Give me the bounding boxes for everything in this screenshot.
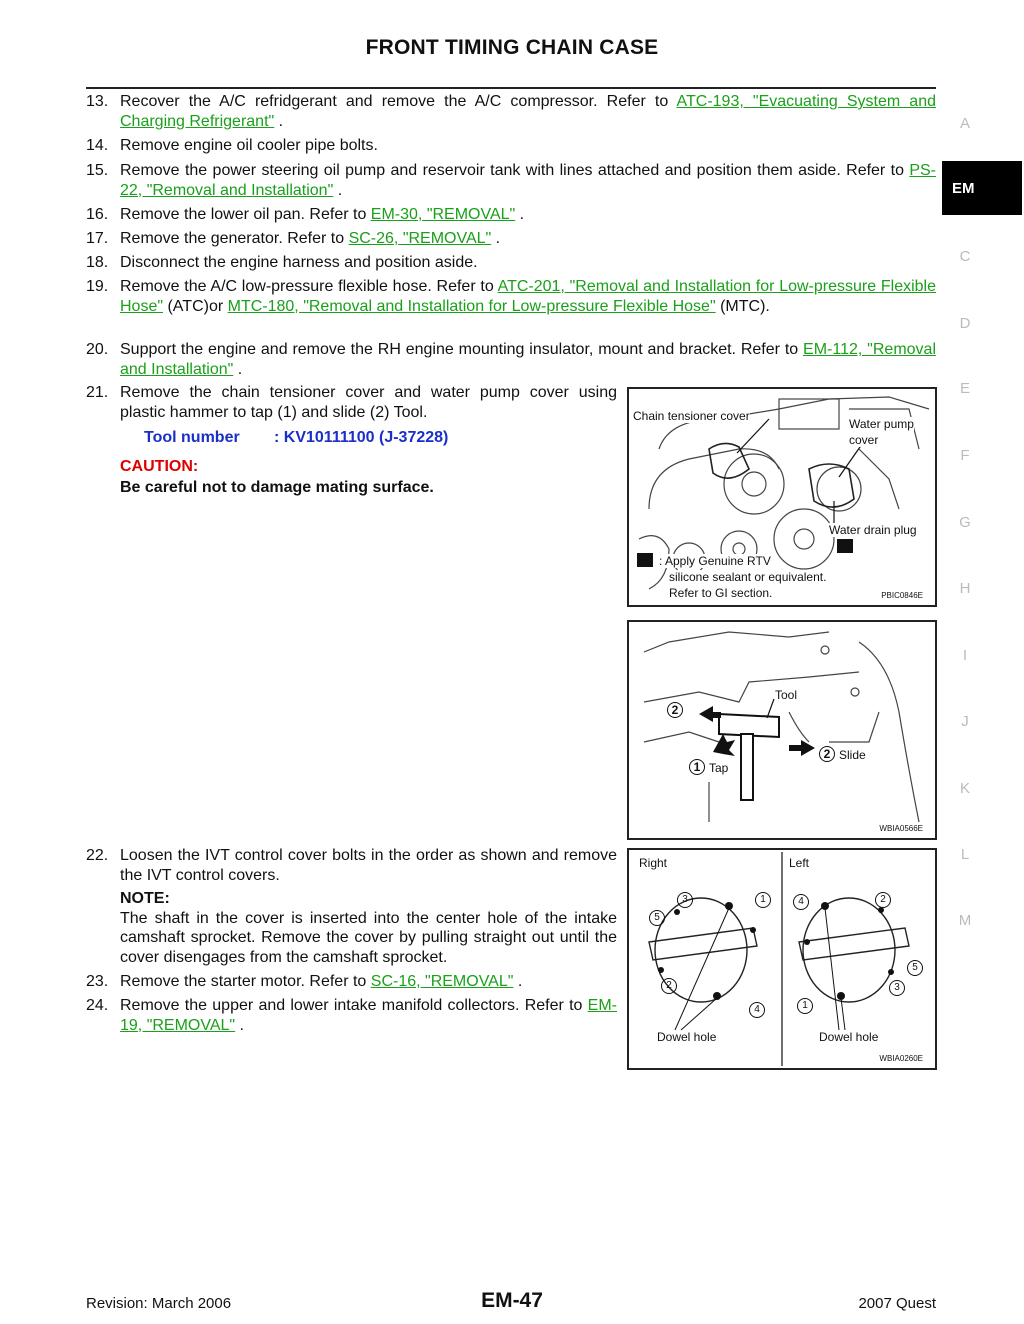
rtv-note-line2: silicone sealant or equivalent. [669, 570, 827, 584]
step-text-end: . [515, 206, 525, 223]
side-index-d[interactable]: D [959, 315, 971, 332]
step-number: 17. [86, 230, 109, 247]
step-15 [86, 161, 936, 200]
step-text: Remove the upper and lower intake manifold collectors. Refer to [120, 997, 588, 1014]
rtv-note-line1: : Apply Genuine RTV [659, 554, 771, 568]
step-number: 22. [86, 847, 109, 864]
label-water-drain-plug: Water drain plug [829, 523, 917, 537]
bolt-order-left: 4 [793, 894, 809, 910]
figure-code: PBIC0846E [881, 591, 923, 600]
bolt-order-right: 2 [661, 978, 677, 994]
label-water-pump-cover: cover [849, 433, 879, 447]
step-text-mid: (ATC)or [163, 297, 228, 315]
side-index-i[interactable]: I [962, 647, 968, 664]
step-14 [86, 136, 936, 156]
step-17 [86, 229, 936, 249]
title-rule [86, 87, 936, 89]
side-index-g[interactable]: G [959, 514, 971, 531]
step-text-end: . [513, 973, 523, 990]
bolt-order-left: 3 [889, 980, 905, 996]
step-text: Remove the generator. Refer to [120, 230, 349, 247]
ref-link-atc193[interactable]: ATC-193, "Evacuating System and Charging Refrigerant" [120, 93, 937, 130]
callout-2-slide: 2 [819, 746, 835, 762]
ref-link-atc201[interactable]: ATC-201, "Removal and Installation for Low-pressure Flexible Hose" [120, 278, 937, 315]
label-tool: Tool [775, 688, 798, 702]
step-22 [86, 846, 617, 967]
tool-number-label: Tool number [144, 429, 240, 446]
side-index-m[interactable]: M [958, 912, 972, 929]
label-chain-tensioner-cover: Chain tensioner cover [633, 409, 750, 423]
footer-page-number: EM-47 [481, 1289, 543, 1312]
tool-illustration [629, 622, 935, 838]
step-23 [86, 972, 617, 992]
side-index-l[interactable]: L [960, 846, 970, 863]
tool-number-line [144, 429, 449, 447]
bolt-order-right: 4 [749, 1002, 765, 1018]
side-index-e[interactable]: E [959, 380, 970, 397]
caution-label: CAUTION: [120, 458, 199, 475]
note-label: NOTE: [120, 890, 170, 907]
step-number: 18. [86, 254, 109, 271]
label-slide: Slide [839, 748, 866, 762]
side-index-k[interactable]: K [959, 780, 970, 797]
label-tap: Tap [709, 761, 729, 775]
caution-text: Be careful not to damage mating surface. [120, 479, 434, 496]
step-text: Remove the chain tensioner cover and water pump cover using plastic hammer to tap (1) and slide (2) Tool. [120, 384, 617, 421]
step-18 [86, 253, 936, 273]
bolt-order-left: 1 [797, 998, 813, 1014]
page-title: FRONT TIMING CHAIN CASE [365, 36, 659, 59]
ref-link-ps22[interactable]: PS-22, "Removal and Installation" [120, 162, 936, 199]
ref-link-mtc180[interactable]: MTC-180, "Removal and Installation for Low-pressure Flexible Hose" [227, 297, 716, 315]
step-text-end: (MTC). [715, 297, 770, 315]
label-right: Right [639, 856, 668, 870]
bolt-order-left: 2 [875, 892, 891, 908]
rtv-note-line3: Refer to GI section. [669, 586, 773, 600]
step-number: 19. [86, 278, 109, 295]
step-number: 13. [86, 93, 109, 110]
figure-ivt-covers [627, 848, 937, 1070]
step-text: Remove the A/C low-pressure flexible hose. Refer to [120, 278, 498, 295]
rtv-symbol-icon [637, 553, 653, 567]
label-dowel-hole-left: Dowel hole [819, 1030, 879, 1044]
step-number: 20. [86, 341, 109, 358]
callout-1: 1 [689, 759, 705, 775]
ref-link-em112[interactable]: EM-112, "Removal and Installation" [120, 341, 936, 378]
bolt-order-right: 1 [755, 892, 771, 908]
step-20 [86, 340, 936, 379]
ref-link-em30[interactable]: EM-30, "REMOVAL" [370, 206, 516, 223]
step-16 [86, 205, 936, 225]
note-text: The shaft in the cover is inserted into the center hole of the intake camshaft sprocket. Remove the cover by pulling straight out until the cover disengages from the camshaft sprocket. [120, 909, 617, 966]
bolt-order-left: 5 [907, 960, 923, 976]
side-index-h[interactable]: H [959, 580, 971, 597]
label-water-pump: Water pump [849, 417, 914, 431]
tool-number-value: : KV10111100 (J-37228) [274, 429, 449, 446]
step-21 [86, 383, 617, 422]
step-text: Remove the lower oil pan. Refer to [120, 206, 371, 223]
step-text: Loosen the IVT control cover bolts in the order as shown and remove the IVT control covers. [120, 847, 617, 884]
step-number: 14. [86, 137, 109, 154]
step-text-end: . [274, 112, 284, 130]
footer-model: 2007 Quest [858, 1295, 936, 1312]
step-text-end: . [491, 230, 501, 247]
bolt-order-right: 3 [677, 892, 693, 908]
step-13 [86, 92, 936, 131]
step-text: Disconnect the engine harness and position aside. [120, 254, 478, 271]
label-left: Left [789, 856, 810, 870]
ref-link-sc26[interactable]: SC-26, "REMOVAL" [348, 230, 492, 247]
step-number: 15. [86, 162, 109, 179]
step-number: 24. [86, 997, 109, 1014]
figure-code: WBIA0260E [879, 1054, 923, 1063]
step-text: Remove the starter motor. Refer to [120, 973, 371, 990]
step-19 [86, 277, 936, 316]
side-index-j[interactable]: J [961, 713, 969, 730]
step-text-end: . [235, 1016, 244, 1034]
step-24 [86, 996, 617, 1035]
side-index-em-tab[interactable]: EM [942, 161, 1022, 215]
figure-tool-tap-slide [627, 620, 937, 840]
step-text: Support the engine and remove the RH engine mounting insulator, mount and bracket. Refer to [120, 341, 804, 358]
label-dowel-hole-right: Dowel hole [657, 1030, 717, 1044]
side-index-c[interactable]: C [959, 248, 971, 265]
side-index-f[interactable]: F [960, 447, 970, 464]
step-number: 16. [86, 206, 109, 223]
side-index-a[interactable]: A [959, 115, 970, 132]
ref-link-em19[interactable]: EM-19, "REMOVAL" [120, 997, 617, 1034]
figure-chain-tensioner [627, 387, 937, 607]
step-text: Remove engine oil cooler pipe bolts. [120, 137, 378, 154]
step-text: Recover the A/C refridgerant and remove the A/C compressor. Refer to [120, 93, 677, 110]
step-number: 23. [86, 973, 109, 990]
step-text-end: . [333, 181, 343, 199]
step-text-end: . [233, 360, 243, 378]
footer-revision: Revision: March 2006 [86, 1295, 232, 1312]
bolt-order-right: 5 [649, 910, 665, 926]
step-text: Remove the power steering oil pump and reservoir tank with lines attached and position them aside. Refer to [120, 162, 910, 179]
callout-2: 2 [667, 702, 683, 718]
figure-code: WBIA0566E [879, 824, 923, 833]
step-number: 21. [86, 384, 109, 401]
ref-link-sc16[interactable]: SC-16, "REMOVAL" [370, 973, 514, 990]
